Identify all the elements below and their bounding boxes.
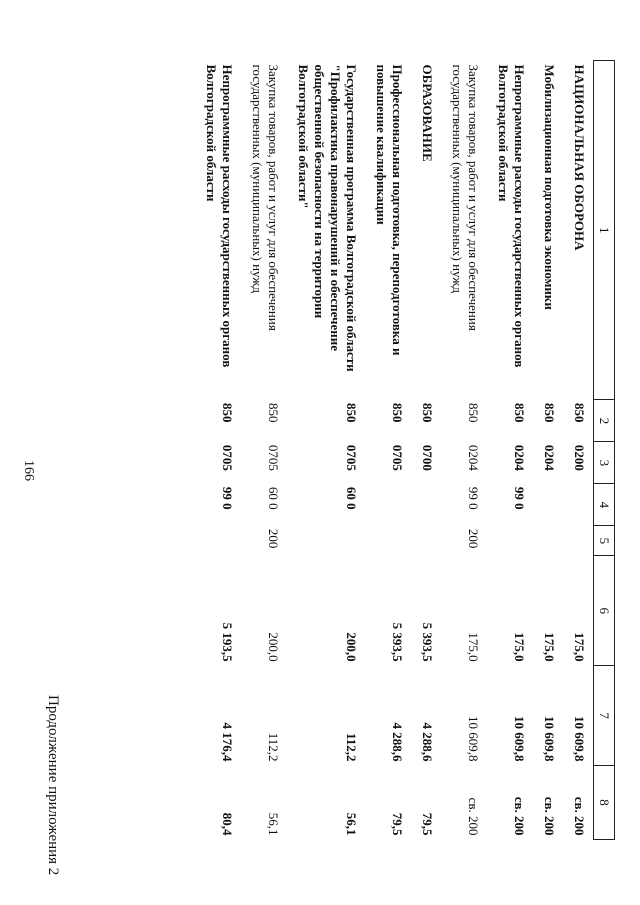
- column-header: 4: [594, 484, 615, 526]
- cell-plan: 175,0: [542, 632, 557, 662]
- cell-expense-type: [365, 526, 411, 556]
- cell-section: 0705: [390, 444, 405, 471]
- cell-section: 0700: [420, 444, 435, 471]
- table-row: [241, 61, 287, 840]
- cell-code: 850: [266, 402, 281, 423]
- cell-code: 850: [466, 402, 481, 423]
- row-name: Государственная программа Волгоградской области "Профилактика правонарушений и обеспечение общественной безопасности на территории Волгоградской области": [296, 64, 359, 372]
- cell-section: 0200: [572, 444, 587, 471]
- cell-plan: 175,0: [572, 632, 587, 662]
- cell-section: 0705: [266, 444, 281, 471]
- column-header: 6: [594, 556, 615, 666]
- cell-actual: 4 176,4: [220, 722, 235, 762]
- cell-percent: 79,5: [390, 812, 405, 836]
- column-header: 1: [594, 61, 615, 400]
- cell-expense-type: 200: [266, 528, 281, 549]
- cell-program: [411, 484, 441, 526]
- cell-code: 850: [542, 402, 557, 423]
- cell-percent: св. 200: [466, 797, 481, 836]
- cell-plan: 175,0: [512, 632, 527, 662]
- cell-expense-type: [411, 526, 441, 556]
- cell-plan: 200,0: [344, 632, 359, 662]
- row-name: Профессиональная подготовка, переподготовка и повышение квалификации: [374, 64, 405, 356]
- row-name: НАЦИОНАЛЬНАЯ ОБОРОНА: [572, 64, 587, 251]
- cell-expense-type: [487, 526, 533, 556]
- table-row: [533, 61, 563, 840]
- table-row: [195, 61, 241, 840]
- cell-section: 0204: [512, 444, 527, 471]
- cell-code: 850: [572, 402, 587, 423]
- cell-expense-type: [195, 526, 241, 556]
- cell-plan: 5 393,5: [420, 622, 435, 662]
- cell-program: [365, 484, 411, 526]
- row-name: Непрограммные расходы государственных органов Волгоградской области: [496, 64, 527, 368]
- cell-expense-type: [533, 526, 563, 556]
- cell-percent: св. 200: [572, 796, 587, 836]
- cell-plan: 5 393,5: [390, 622, 405, 662]
- table-row: [411, 61, 441, 840]
- table-row: [441, 61, 487, 840]
- cell-section: 0705: [220, 444, 235, 471]
- cell-program: 60 0: [266, 486, 281, 510]
- table-row: [487, 61, 533, 840]
- column-header: 3: [594, 442, 615, 484]
- cell-plan: 5 193,5: [220, 622, 235, 662]
- cell-percent: св. 200: [542, 796, 557, 836]
- column-header: 5: [594, 526, 615, 556]
- cell-expense-type: [563, 526, 594, 556]
- cell-code: 850: [420, 402, 435, 423]
- cell-actual: 10 609,8: [572, 716, 587, 762]
- cell-actual: 4 288,6: [420, 722, 435, 762]
- cell-code: 850: [512, 402, 527, 423]
- cell-percent: 80,4: [220, 812, 235, 836]
- page-number: 166: [21, 460, 36, 481]
- column-header: 2: [594, 400, 615, 442]
- budget-table: [195, 60, 615, 840]
- row-name: Мобилизационная подготовка экономики: [542, 64, 557, 310]
- row-name: Закупка товаров, работ и услуг для обеспечения государственных (муниципальных) нужд: [450, 64, 481, 331]
- column-header: 7: [594, 666, 615, 766]
- row-name: ОБРАЗОВАНИЕ: [420, 64, 435, 162]
- cell-percent: 79,5: [420, 812, 435, 836]
- cell-actual: 4 288,6: [390, 722, 405, 762]
- cell-actual: 10 609,8: [466, 716, 481, 762]
- cell-plan: 200,0: [266, 632, 281, 662]
- continuation-label: Продолжение приложения 2: [45, 695, 61, 876]
- column-header: 8: [594, 766, 615, 840]
- row-name: Закупка товаров, работ и услуг для обеспечения государственных (муниципальных) нужд: [250, 64, 281, 331]
- cell-code: 850: [390, 402, 405, 423]
- cell-section: 0204: [542, 444, 557, 471]
- cell-program: 60 0: [344, 486, 359, 510]
- cell-program: [563, 484, 594, 526]
- cell-expense-type: 200: [466, 528, 481, 549]
- cell-code: 850: [220, 402, 235, 423]
- cell-percent: 56,1: [266, 812, 281, 836]
- cell-actual: 112,2: [266, 732, 281, 762]
- cell-plan: 175,0: [466, 632, 481, 662]
- cell-percent: 56,1: [344, 812, 359, 836]
- table-row: [365, 61, 411, 840]
- table-row: [563, 61, 594, 840]
- cell-program: 99 0: [512, 486, 527, 510]
- row-name: Непрограммные расходы государственных органов Волгоградской области: [204, 64, 235, 368]
- cell-program: [533, 484, 563, 526]
- cell-actual: 10 609,8: [542, 716, 557, 762]
- cell-actual: 10 609,8: [512, 716, 527, 762]
- table-row: [287, 61, 365, 840]
- cell-code: 850: [344, 402, 359, 423]
- cell-expense-type: [287, 526, 365, 556]
- cell-actual: 112,2: [344, 732, 359, 762]
- cell-percent: св. 200: [512, 796, 527, 836]
- cell-program: 99 0: [220, 486, 235, 510]
- table-header-row: [594, 61, 615, 840]
- cell-program: 99 0: [466, 486, 481, 510]
- cell-section: 0204: [466, 444, 481, 471]
- cell-section: 0705: [344, 444, 359, 471]
